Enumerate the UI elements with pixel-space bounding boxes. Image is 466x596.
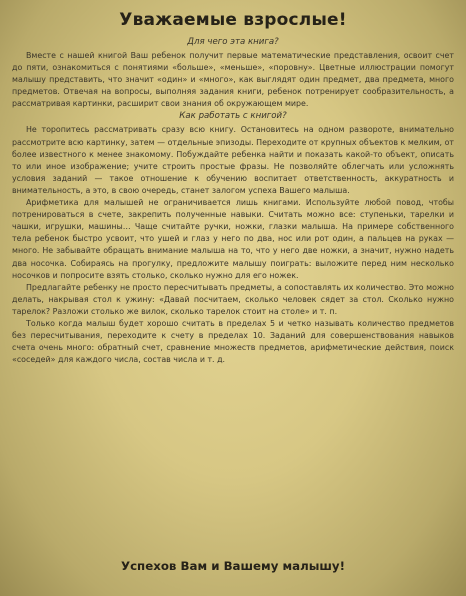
- section-heading-how-to-work: Как работать с книгой?: [179, 111, 287, 122]
- section-heading-purpose: Для чего эта книга?: [187, 37, 279, 47]
- page-title: Уважаемые взрослые!: [119, 10, 347, 30]
- paragraph-how-to-work-1: Не торопитесь рассматривать сразу всю книгу. Остановитесь на одном развороте, внимательно рассмотрите всю картинку, затем — отдельные эпизоды. Переходите от крупных объектов к мелким, от более известного к менее знакомому. Побуждайте ребенка найти и показать какой-то объект, описать то или иное изображение; учите строить простые фразы. Не позволяйте облегчать или усложнять условия заданий — такое отношение к обучению воспитает ответственность, аккуратность и внимательность, а это, в свою очередь, станет залогом успеха Вашего малыша.: [12, 125, 454, 195]
- closing-wish: Успехов Вам и Вашему малышу!: [120, 559, 346, 573]
- paragraph-how-to-work-2: Арифметика для малышей не ограничивается лишь книгами. Используйте любой повод, чтобы потренироваться в счете, закрепить полученные навыки. Считать можно все: ступеньки, тарелки и чашки, игрушки, машины… Чаще считайте ручки, ножки, глазки малыша. На примере собственного тела ребенок быстро усвоит, что ушей и глаз у него по два, нос или рот один, а пальцев на руках — много. Не забывайте обращать внимание малыша на то, что у него две ножки, а значит, нужно надеть два носочка. Собираясь на прогулку, предложите малышу поиграть: выложите перед ним несколько носочков и попросите взять столько, сколько нужно для его ножек.: [12, 198, 454, 280]
- paragraph-how-to-work-4: Только когда малыш будет хорошо считать в пределах 5 и четко называть количество предметов без пересчитывания, переходите к счету в пределах 10. Заданий для совершенствования навыков счета очень много: обратный счет, сравнение множеств предметов, арифметические действия, поиск «соседей» для каждого числа, состав числа и т. д.: [12, 318, 454, 365]
- paragraph-how-to-work-3: Предлагайте ребенку не просто пересчитывать предметы, а сопоставлять их количество. Это можно делать, накрывая стол к ужину: «Давай посчитаем, сколько человек сядет за стол. Сколько нужно тарелок? Разложи столько же вилок, сколько тарелок стоит на столе» и т. п.: [12, 282, 454, 316]
- paragraph-purpose: Вместе с нашей книгой Ваш ребенок получит первые математические представления, освоит счет до пяти, ознакомиться с понятиями «больше», «меньше», «поровну». Цветные иллюстрации помогут малышу представить, что значит «один» и «много», как выглядят один предмет, два предмета, много предметов. Отвечая на вопросы, выполняя задания книги, ребенок потренирует сообразительность, а рассматривая картинки, расширит свои знания об окружающем мире.: [12, 51, 454, 109]
